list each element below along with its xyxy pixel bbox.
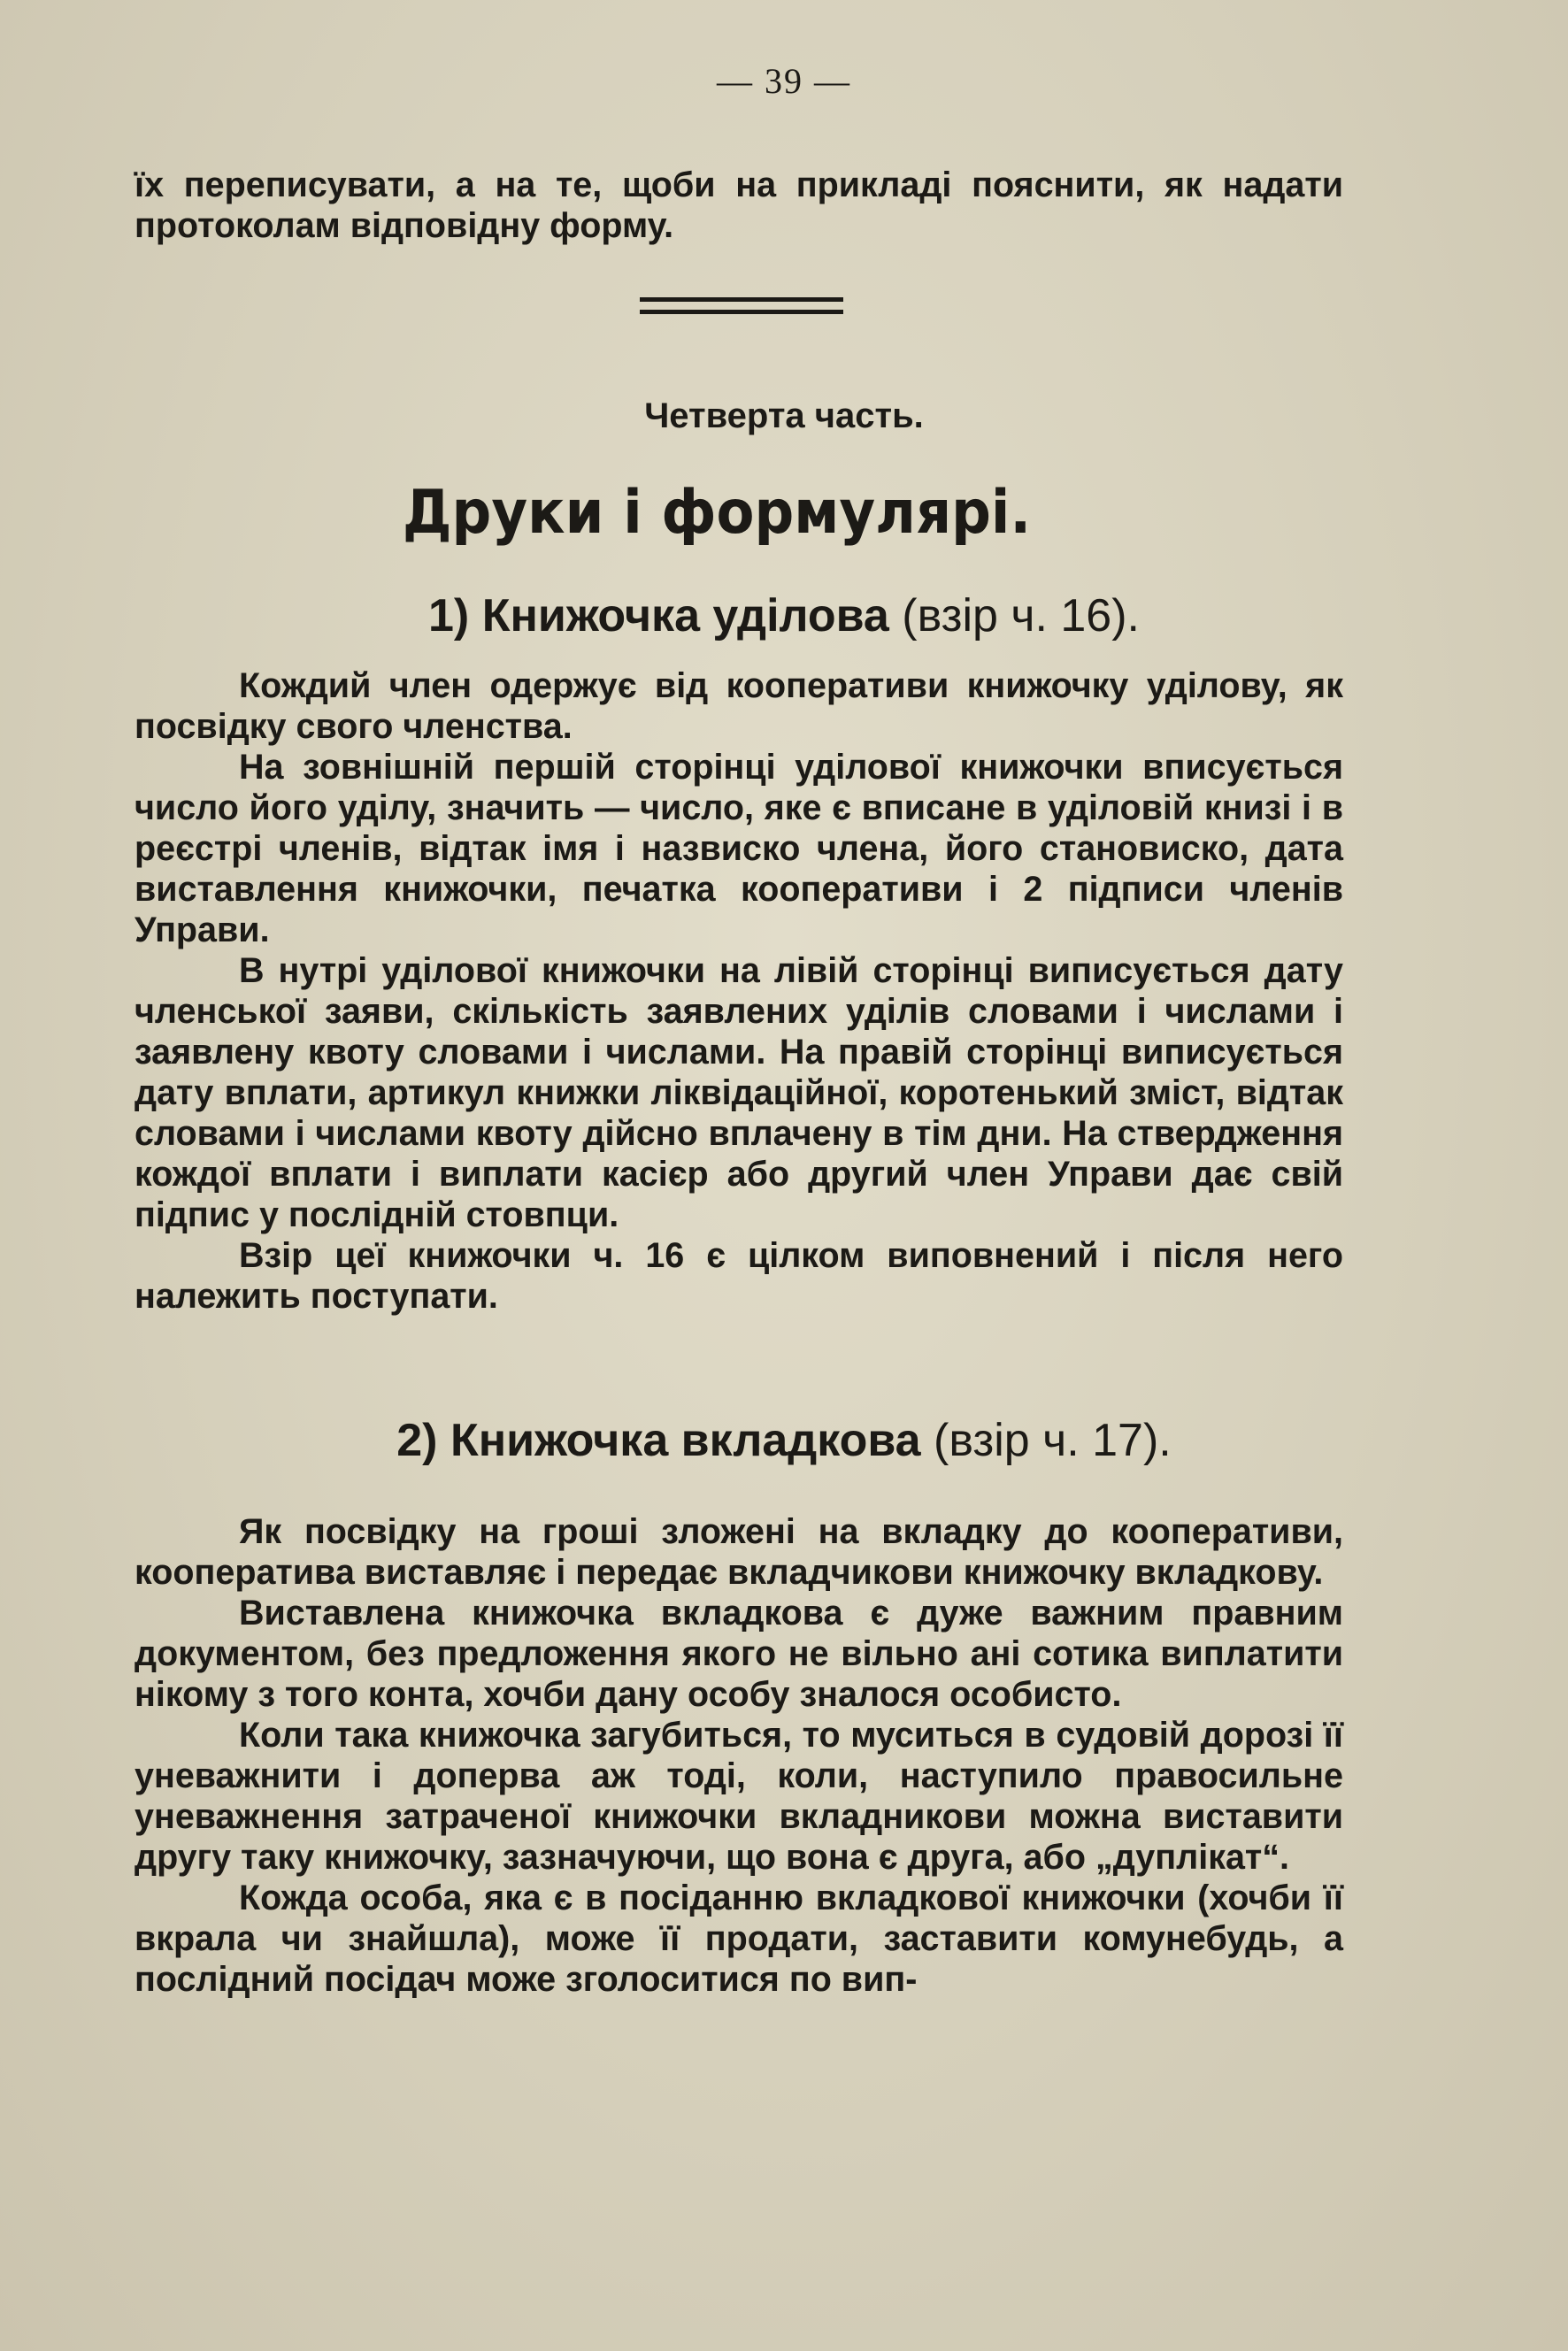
- double-rule-bottom: [640, 310, 843, 314]
- section2-paragraph: Виставлена книжочка вкладкова є дуже важним правним документом, без предложення якого не вільно ані сотика виплатити нікому з того конта, хочби дану особу зналося особисто.: [135, 1594, 1343, 1714]
- section2-body: [135, 1511, 1343, 2000]
- page-number: — 39 —: [717, 61, 851, 101]
- section2-heading-ref: (взір ч. 17).: [920, 1415, 1172, 1466]
- section1-paragraph: Взір цеї книжочки ч. 16 є цілком виповнений і після него належить поступати.: [135, 1236, 1343, 1316]
- section1-heading-bold: 1) Книжочка уділова: [428, 590, 889, 642]
- double-rule-top: [640, 297, 843, 302]
- section2-paragraph: Як посвідку на гроші зложені на вкладку до кооперативи, кооператива виставляє і передає вкладчикови книжочку вкладкову.: [135, 1512, 1343, 1592]
- section2-heading: [0, 1414, 1568, 1467]
- section1-heading-ref: (взір ч. 16).: [888, 590, 1140, 642]
- section1-heading: [0, 589, 1568, 642]
- section1-paragraph: Кождий член одержує від кооперативи книжочку уділову, як посвідку свого членства.: [135, 666, 1343, 746]
- intro-paragraph: їх переписувати, а на те, щоби на прикладі пояснити, як надати протоколам відповідну форму.: [135, 165, 1343, 245]
- section2-heading-bold: 2) Книжочка вкладкова: [396, 1415, 921, 1466]
- intro-text: [135, 165, 1343, 246]
- section1-paragraph: На зовнішній першій сторінці уділової книжочки вписується число його уділу, значить — число, яке є вписане в уділовій книзі і в реєстрі членів, відтак імя і назвиско члена, його становиско, дата виставлення книжочки, печатка кооперативи і 2 підписи членів Управи.: [135, 748, 1343, 949]
- section1-paragraph: В нутрі уділової книжочки на лівій сторінці виписується дату членської заяви, скількість заявлених уділів словами і числами і заявлену квоту словами і числами. На правій сторінці виписується дату вплати, артикул книжки ліквідаційної, коротенький зміст, відтак словами і числами квоту дійсно вплачену в тім дни. На ствердження кождої вплати і виплати касієр або другий член Управи дає свій підпис у послідній стовпци.: [135, 951, 1343, 1234]
- part-label: Четверта часть.: [644, 396, 924, 435]
- main-title: Друки і формулярі.: [402, 478, 1032, 548]
- section1-body: [135, 665, 1343, 1317]
- section2-paragraph: Кожда особа, яка є в посіданню вкладкової книжочки (хочби її вкрала чи знайшла), може її продати, заставити комунебудь, а послідний посідач може зголоситися по вип-: [135, 1878, 1343, 1999]
- section2-paragraph: Коли така книжочка загубиться, то муситься в судовій дорозі її уневажнити і доперва аж тоді, коли, наступило правосильне уневажнення затраченої книжочки вкладникови можна виставити другу таку книжочку, зазначуючи, що вона є друга, або „дуплікат“.: [135, 1716, 1343, 1877]
